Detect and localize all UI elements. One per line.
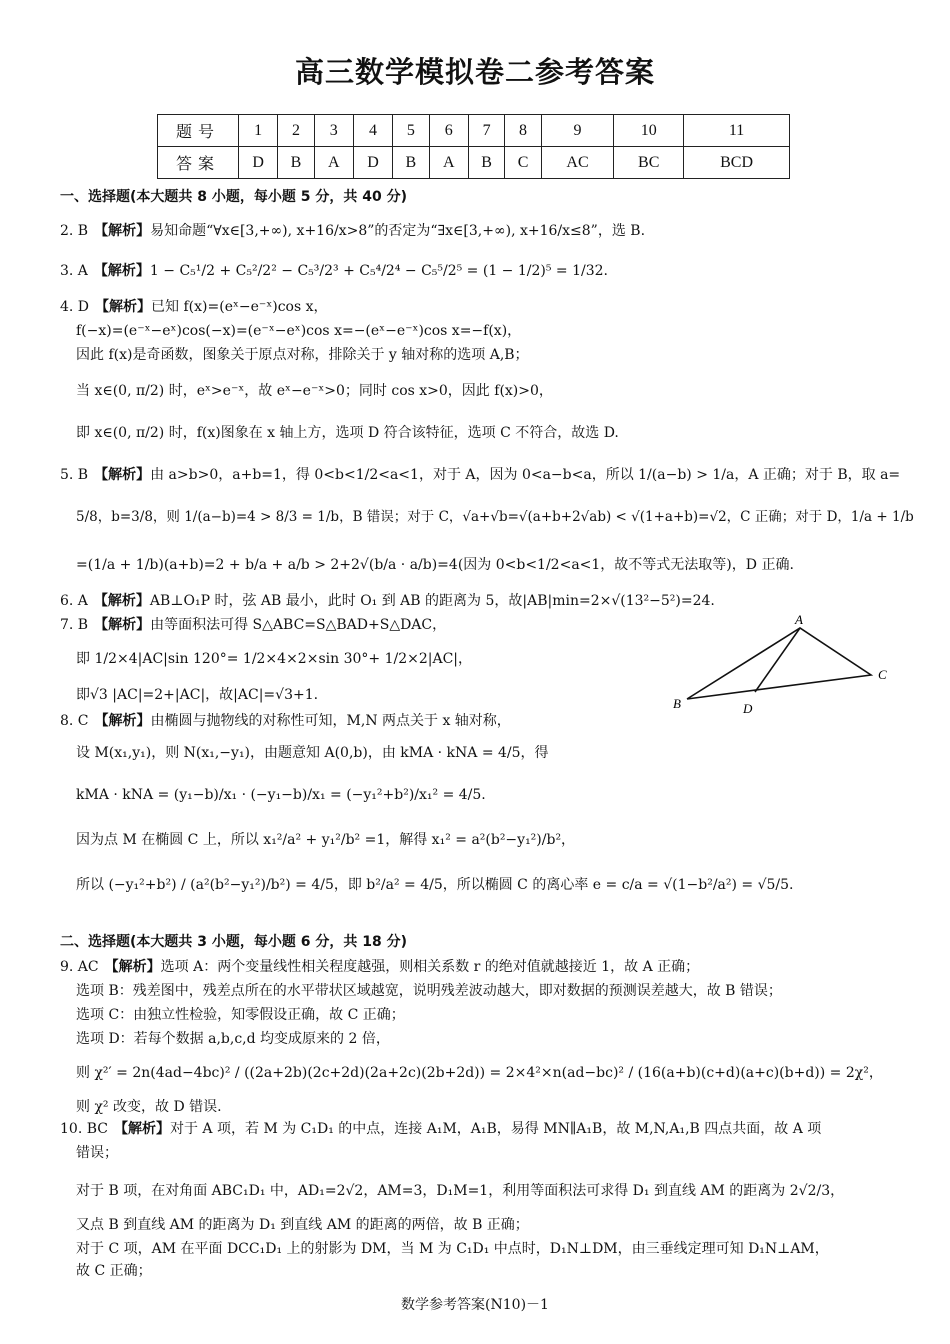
solution-text: 选项 B：残差图中，残差点所在的水平带状区域越宽，说明残差波动越大，即对数据的预测误差越大，故 B 错误； (76, 983, 782, 999)
solution-text: 则 χ² 改变，故 D 错误. (76, 1099, 222, 1115)
solution-text: 当 x∈(0, π/2) 时，eˣ>e⁻ˣ，故 eˣ−e⁻ˣ>0；同时 cos x>0，因此 f(x)>0， (76, 383, 553, 399)
answer-value: C (505, 147, 541, 179)
solution-line-start (60, 1120, 821, 1138)
solution-line (76, 1216, 529, 1234)
question-number: 3. A (60, 263, 88, 279)
solution-text: 对于 A 项，若 M 为 C₁D₁ 的中点，连接 A₁M，A₁B，易得 MN∥A₁B，故 M,N,A₁,B 四点共面，故 A 项 (169, 1121, 822, 1137)
answer-value: BC (614, 147, 684, 179)
solution-text: 选项 A：两个变量线性相关程度越强，则相关系数 r 的绝对值就越接近 1，故 A 正确； (160, 959, 700, 975)
answer-number: 7 (468, 115, 504, 147)
solution-text: 即√3 |AC|=2+|AC|，故|AC|=√3+1. (76, 687, 319, 703)
label-b: B (673, 696, 681, 711)
solution-line-start (60, 616, 446, 634)
solution-line-start (60, 592, 715, 610)
solution-text: 已知 f(x)=(eˣ−e⁻ˣ)cos x， (151, 299, 328, 315)
analysis-tag: 【解析】 (95, 299, 152, 315)
question-number: 6. A (60, 593, 88, 609)
answer-number: 9 (541, 115, 614, 147)
analysis-tag: 【解析】 (104, 959, 161, 975)
answer-number: 3 (314, 115, 353, 147)
solution-line-start (60, 222, 645, 240)
solution-text: 由椭圆与抛物线的对称性可知，M,N 两点关于 x 轴对称， (150, 713, 511, 729)
solution-text: 由等面积法可得 S△ABC=S△BAD+S△DAC， (150, 617, 447, 633)
solution-text: =(1/a + 1/b)(a+b)=2 + b/a + a/b > 2+2√(b/a · a/b)=4(因为 0<b<1/2<a<1，故不等式无法取等)，D 正确. (76, 557, 794, 573)
analysis-tag: 【解析】 (94, 467, 151, 483)
solution-line (76, 1006, 405, 1024)
segment-ad (755, 628, 800, 692)
solution-text: 即 1/2×4|AC|sin 120°= 1/2×4×2×sin 30°+ 1/2×2|AC|， (76, 651, 472, 667)
page-footer: 数学参考答案(N10)－1 (401, 1297, 549, 1313)
solution-text: 对于 C 项，AM 在平面 DCC₁D₁ 上的射影为 DM，当 M 为 C₁D₁ 中点时，D₁N⊥DM，由三垂线定理可知 D₁N⊥AM， (76, 1241, 829, 1257)
answer-table-answer-row (158, 147, 790, 179)
analysis-tag: 【解析】 (113, 1121, 170, 1137)
answer-number: 10 (614, 115, 684, 147)
answer-number: 4 (353, 115, 392, 147)
answer-number: 2 (278, 115, 314, 147)
solution-text: 即 x∈(0, π/2) 时，f(x)图象在 x 轴上方，选项 D 符合该特征，选项 C 不符合，故选 D. (76, 425, 619, 441)
solution-text: 因此 f(x)是奇函数，图象关于原点对称，排除关于 y 轴对称的选项 A,B； (76, 347, 529, 363)
solution-line-start (60, 466, 900, 484)
solution-line (76, 744, 549, 762)
answer-value: AC (541, 147, 614, 179)
answer-value: A (314, 147, 353, 179)
answer-table (157, 114, 790, 179)
triangle-outline (687, 628, 871, 699)
answer-table-row2-header: 答案 (158, 147, 239, 179)
answer-table-number-row (158, 115, 790, 147)
label-a: A (795, 612, 803, 627)
section-heading-2: 二、选择题(本大题共 3 小题，每小题 6 分，共 18 分) (60, 934, 408, 950)
solution-text: 易知命题“∀x∈[3,+∞), x+16/x>8”的否定为“∃x∈[3,+∞), x+16/x≤8”，选 B. (150, 223, 646, 239)
solution-text: 设 M(x₁,y₁)，则 N(x₁,−y₁)，由题意知 A(0,b)，由 kMA · kNA = 4/5，得 (76, 745, 549, 761)
solution-line-start (60, 298, 328, 316)
answer-number: 1 (239, 115, 278, 147)
solution-line (76, 1182, 844, 1200)
solution-line (76, 831, 575, 849)
solution-line-start (60, 958, 699, 976)
solution-line (76, 322, 521, 340)
answer-number: 6 (429, 115, 468, 147)
answer-number: 5 (393, 115, 429, 147)
question-number: 8. C (60, 713, 89, 729)
page-title: 高三数学模拟卷二参考答案 (294, 55, 655, 89)
answer-value: B (278, 147, 314, 179)
solution-text: 5/8，b=3/8，则 1/(a−b)=4 > 8/3 = 1/b，B 错误；对于 C，√a+√b=√(a+b+2√ab) < √(1+a+b)=√2，C 正确；对于 D，1/a + 1/b (76, 509, 914, 525)
solution-line-start (60, 712, 511, 730)
answer-value: D (353, 147, 392, 179)
label-c: C (878, 667, 887, 682)
answer-table-row1-header: 题号 (158, 115, 239, 147)
solution-text: 所以 (−y₁²+b²) / (a²(b²−y₁²)/b²) = 4/5，即 b²/a² = 4/5，所以椭圆 C 的离心率 e = c/a = √(1−b²/a²) = √5/5. (76, 877, 794, 893)
answer-value: B (468, 147, 504, 179)
solution-text: 则 χ²′ = 2n(4ad−4bc)² / ((2a+2b)(2c+2d)(2a+2c)(2b+2d)) = 2×4²×n(ad−bc)² / (16(a+b)(c+d)(a+c)(b+d)) = 2χ²， (76, 1065, 883, 1081)
solution-text: 又点 B 到直线 AM 的距离为 D₁ 到直线 AM 的距离的两倍，故 B 正确； (76, 1217, 529, 1233)
section-heading-1: 一、选择题(本大题共 8 小题，每小题 5 分，共 40 分) (60, 189, 408, 205)
solution-line (76, 346, 529, 364)
analysis-tag: 【解析】 (94, 223, 151, 239)
solution-line (76, 650, 472, 668)
solution-line (76, 1064, 883, 1082)
solution-text: f(−x)=(e⁻ˣ−eˣ)cos(−x)=(e⁻ˣ−eˣ)cos x=−(eˣ−e⁻ˣ)cos x=−f(x)， (76, 323, 522, 339)
solution-text: kMA · kNA = (y₁−b)/x₁ · (−y₁−b)/x₁ = (−y₁²+b²)/x₁² = 4/5. (76, 787, 486, 803)
solution-line (76, 424, 619, 442)
solution-line-start (60, 262, 608, 280)
analysis-tag: 【解析】 (93, 263, 150, 279)
solution-line (76, 876, 794, 894)
question-number: 10. BC (60, 1121, 108, 1137)
solution-line (76, 982, 782, 1000)
solution-text: 因为点 M 在椭圆 C 上，所以 x₁²/a² + y₁²/b² =1，解得 x₁² = a²(b²−y₁²)/b²， (76, 832, 576, 848)
solution-line (76, 556, 794, 574)
solution-line (76, 1262, 152, 1280)
solution-text: AB⊥O₁P 时，弦 AB 最小，此时 O₁ 到 AB 的距离为 5，故|AB|min=2×√(13²−5²)=24. (149, 593, 715, 609)
analysis-tag: 【解析】 (94, 617, 151, 633)
solution-line (76, 786, 486, 804)
solution-line (76, 382, 553, 400)
solution-text: 选项 D：若每个数据 a,b,c,d 均变成原来的 2 倍， (76, 1031, 390, 1047)
analysis-tag: 【解析】 (94, 713, 151, 729)
answer-value: D (239, 147, 278, 179)
question-number: 5. B (60, 467, 89, 483)
solution-line (76, 686, 318, 704)
solution-text: 选项 C：由独立性检验，知零假设正确，故 C 正确； (76, 1007, 405, 1023)
solution-text: 1 − C₅¹/2 + C₅²/2² − C₅³/2³ + C₅⁴/2⁴ − C₅⁵/2⁵ = (1 − 1/2)⁵ = 1/32. (149, 263, 608, 279)
solution-text: 故 C 正确； (76, 1263, 152, 1279)
analysis-tag: 【解析】 (93, 593, 150, 609)
answer-value: B (393, 147, 429, 179)
solution-text: 对于 B 项，在对角面 ABC₁D₁ 中，AD₁=2√2，AM=3，D₁M=1，利用等面积法可求得 D₁ 到直线 AM 的距离为 2√2/3， (76, 1183, 845, 1199)
answer-value: BCD (684, 147, 790, 179)
answer-number: 11 (684, 115, 790, 147)
question-number: 2. B (60, 223, 89, 239)
question-number: 4. D (60, 299, 90, 315)
solution-line (76, 1030, 390, 1048)
question-number: 9. AC (60, 959, 99, 975)
solution-line (76, 1240, 829, 1258)
answer-value: A (429, 147, 468, 179)
solution-line (76, 508, 914, 526)
solution-text: 错误； (76, 1145, 118, 1161)
label-d: D (743, 701, 753, 716)
answer-number: 8 (505, 115, 541, 147)
question-number: 7. B (60, 617, 89, 633)
solution-line (76, 1144, 118, 1162)
solution-line (76, 1098, 222, 1116)
solution-text: 由 a>b>0，a+b=1，得 0<b<1/2<a<1，对于 A，因为 0<a−b<a，所以 1/(a−b) > 1/a，A 正确；对于 B，取 a= (150, 467, 901, 483)
triangle-figure (665, 612, 895, 722)
